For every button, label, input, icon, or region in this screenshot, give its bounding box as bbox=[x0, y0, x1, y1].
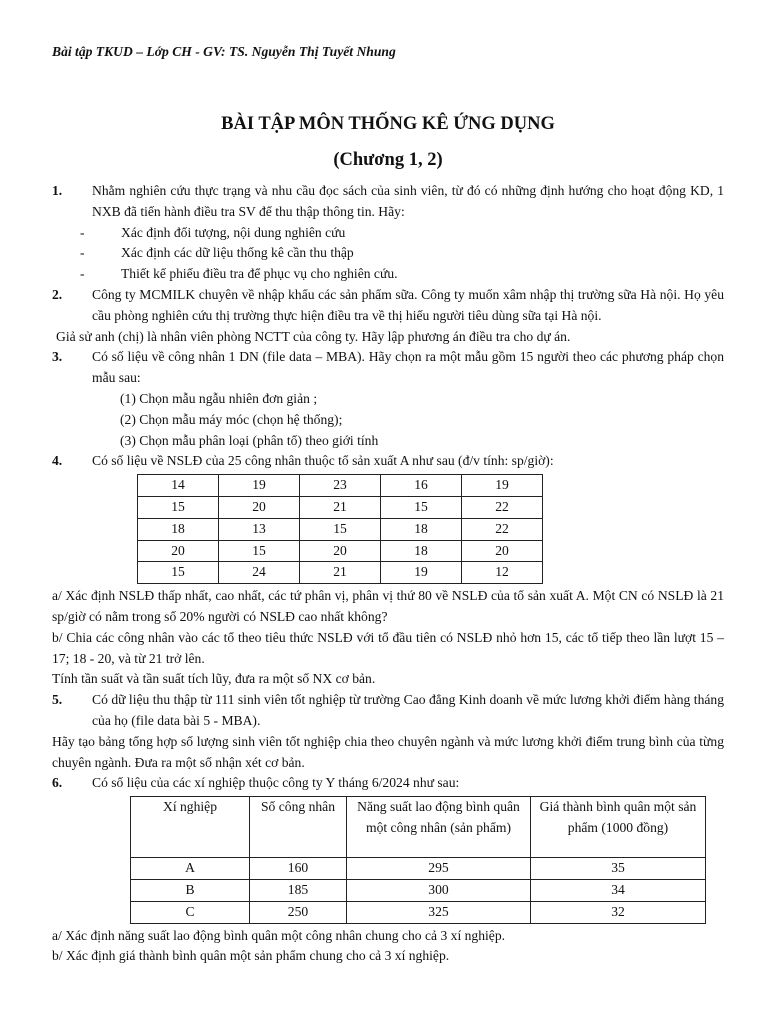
question-6 bbox=[52, 773, 724, 794]
question-number: 4. bbox=[52, 453, 63, 469]
table-cell: 160 bbox=[250, 858, 347, 880]
table-cell: 250 bbox=[250, 901, 347, 923]
dash-bullet: - bbox=[80, 266, 85, 282]
table-cell: 16 bbox=[381, 475, 462, 497]
exercise-list bbox=[52, 181, 724, 967]
question-text: Công ty MCMILK chuyên về nhập khẩu các sản phẩm sữa. Công ty muốn xâm nhập thị trường sữa Hà nội. Họ yêu cầu phòng nghiên cứu thị trường thực hiện điều tra về thị hiếu người tiêu dùng sữa tại Hà nội. bbox=[92, 286, 724, 323]
enterprise-table bbox=[130, 796, 706, 923]
table-cell: 325 bbox=[347, 901, 531, 923]
question-text: Có số liệu về công nhân 1 DN (file data – MBA). Hãy chọn ra một mẫu gồm 15 người theo các phương pháp chọn mẫu sau: bbox=[92, 349, 724, 386]
question-number: 6. bbox=[52, 775, 63, 791]
table-cell: A bbox=[131, 858, 250, 880]
table-cell: 15 bbox=[138, 496, 219, 518]
table-cell: 35 bbox=[531, 858, 706, 880]
table-cell: 20 bbox=[219, 496, 300, 518]
bullet-text: Thiết kế phiếu điều tra để phục vụ cho nghiên cứu. bbox=[121, 266, 398, 282]
table-cell: 20 bbox=[300, 540, 381, 562]
question-4-part-b: b/ Chia các công nhân vào các tổ theo tiêu thức NSLĐ với tổ đầu tiên có NSLĐ nhỏ hơn 15, các tổ tiếp theo lần lượt 15 – 17; 18 - 20, và từ 21 trở lên. bbox=[52, 629, 724, 666]
table-cell: 15 bbox=[219, 540, 300, 562]
table-cell: C bbox=[131, 901, 250, 923]
list-item: (1) Chọn mẫu ngẫu nhiên đơn giản ; bbox=[120, 390, 318, 406]
productivity-table bbox=[137, 474, 543, 584]
table-cell: 23 bbox=[300, 475, 381, 497]
table-cell: 15 bbox=[381, 496, 462, 518]
table-row bbox=[131, 879, 706, 901]
table-cell: 20 bbox=[462, 540, 543, 562]
question-text: Có số liệu của các xí nghiệp thuộc công ty Y tháng 6/2024 như sau: bbox=[92, 775, 460, 791]
table-row bbox=[138, 475, 543, 497]
table-cell: 18 bbox=[138, 518, 219, 540]
document-title: BÀI TẬP MÔN THỐNG KÊ ỨNG DỤNG bbox=[221, 114, 555, 134]
question-text: Nhằm nghiên cứu thực trạng và nhu cầu đọc sách của sinh viên, từ đó có những định hướng cho hoạt động KD, 1 NXB đã tiến hành điều tra SV để thu thập thông tin. Hãy: bbox=[92, 183, 724, 219]
table-row bbox=[131, 858, 706, 880]
table-row bbox=[138, 540, 543, 562]
table-cell: 14 bbox=[138, 475, 219, 497]
table-cell: 15 bbox=[300, 518, 381, 540]
question-4 bbox=[52, 451, 724, 472]
question-2 bbox=[52, 285, 724, 327]
table-cell: 22 bbox=[462, 518, 543, 540]
document-subtitle: (Chương 1, 2) bbox=[333, 150, 443, 170]
table-header-row bbox=[131, 797, 706, 858]
table-cell: 24 bbox=[219, 562, 300, 584]
column-header: Xí nghiệp bbox=[131, 797, 250, 858]
question-1 bbox=[52, 181, 724, 223]
question-5-extra: Hãy tạo bảng tổng hợp số lượng sinh viên tốt nghiệp chia theo chuyên ngành và mức lương khởi điểm trung bình của từng chuyên ngành. Đưa ra một số nhận xét cơ bản. bbox=[52, 733, 724, 770]
table-cell: 15 bbox=[138, 562, 219, 584]
dash-bullet: - bbox=[80, 224, 85, 240]
list-item bbox=[52, 264, 724, 285]
table-cell: 34 bbox=[531, 879, 706, 901]
table-cell: 18 bbox=[381, 518, 462, 540]
table-cell: 18 bbox=[381, 540, 462, 562]
question-number: 2. bbox=[52, 286, 63, 302]
dash-bullet: - bbox=[80, 245, 85, 261]
question-6-part-b: b/ Xác định giá thành bình quân một sản phẩm chung cho cả 3 xí nghiệp. bbox=[52, 948, 450, 964]
table-cell: 21 bbox=[300, 562, 381, 584]
table-cell: 21 bbox=[300, 496, 381, 518]
list-item: (3) Chọn mẫu phân loại (phân tổ) theo giới tính bbox=[120, 432, 379, 448]
question-text: Có số liệu về NSLĐ của 25 công nhân thuộc tổ sản xuất A như sau (đ/v tính: sp/giờ): bbox=[92, 453, 554, 469]
question-text: Có dữ liệu thu thập từ 111 sinh viên tốt nghiệp từ trường Cao đẳng Kinh doanh về mức lương khởi điểm hàng tháng của họ (file data bài 5 - MBA). bbox=[92, 692, 724, 728]
table-cell: 12 bbox=[462, 562, 543, 584]
table-cell: 32 bbox=[531, 901, 706, 923]
table-cell: 295 bbox=[347, 858, 531, 880]
question-number: 5. bbox=[52, 692, 63, 708]
column-header: Giá thành bình quân một sản phẩm (1000 đồng) bbox=[531, 797, 706, 858]
table-cell: 185 bbox=[250, 879, 347, 901]
list-item bbox=[52, 223, 724, 244]
question-5 bbox=[52, 690, 724, 732]
list-item bbox=[52, 243, 724, 264]
question-number: 3. bbox=[52, 349, 63, 365]
page-header: Bài tập TKUD – Lớp CH - GV: TS. Nguyễn Thị Tuyết Nhung bbox=[52, 44, 396, 59]
bullet-text: Xác định đối tượng, nội dung nghiên cứu bbox=[121, 224, 346, 240]
question-4-part-c: Tính tần suất và tần suất tích lũy, đưa ra một số NX cơ bản. bbox=[52, 671, 376, 687]
column-header: Năng suất lao động bình quân một công nhân (sản phẩm) bbox=[347, 797, 531, 858]
table-cell: 19 bbox=[462, 475, 543, 497]
table-cell: 19 bbox=[381, 562, 462, 584]
question-3 bbox=[52, 347, 724, 389]
question-6-part-a: a/ Xác định năng suất lao động bình quân một công nhân chung cho cả 3 xí nghiệp. bbox=[52, 927, 506, 943]
table-cell: 300 bbox=[347, 879, 531, 901]
table-row bbox=[138, 496, 543, 518]
table-row bbox=[138, 562, 543, 584]
table-cell: 19 bbox=[219, 475, 300, 497]
table-cell: 22 bbox=[462, 496, 543, 518]
question-number: 1. bbox=[52, 183, 63, 198]
table-cell: 20 bbox=[138, 540, 219, 562]
table-row bbox=[138, 518, 543, 540]
list-item: (2) Chọn mẫu máy móc (chọn hệ thống); bbox=[120, 411, 343, 427]
question-2-extra: Giả sử anh (chị) là nhân viên phòng NCTT của công ty. Hãy lập phương án điều tra cho dự án. bbox=[56, 328, 571, 344]
table-cell: 13 bbox=[219, 518, 300, 540]
table-row bbox=[131, 901, 706, 923]
table-cell: B bbox=[131, 879, 250, 901]
column-header: Số công nhân bbox=[250, 797, 347, 858]
bullet-text: Xác định các dữ liệu thống kê cần thu thập bbox=[121, 245, 354, 261]
question-4-part-a: a/ Xác định NSLĐ thấp nhất, cao nhất, các tứ phân vị, phân vị thứ 80 về NSLĐ của tổ sản xuất A. Một CN có NSLĐ là 21 sp/giờ có nằm trong số 20% người có NSLĐ cao nhất không? bbox=[52, 588, 724, 624]
